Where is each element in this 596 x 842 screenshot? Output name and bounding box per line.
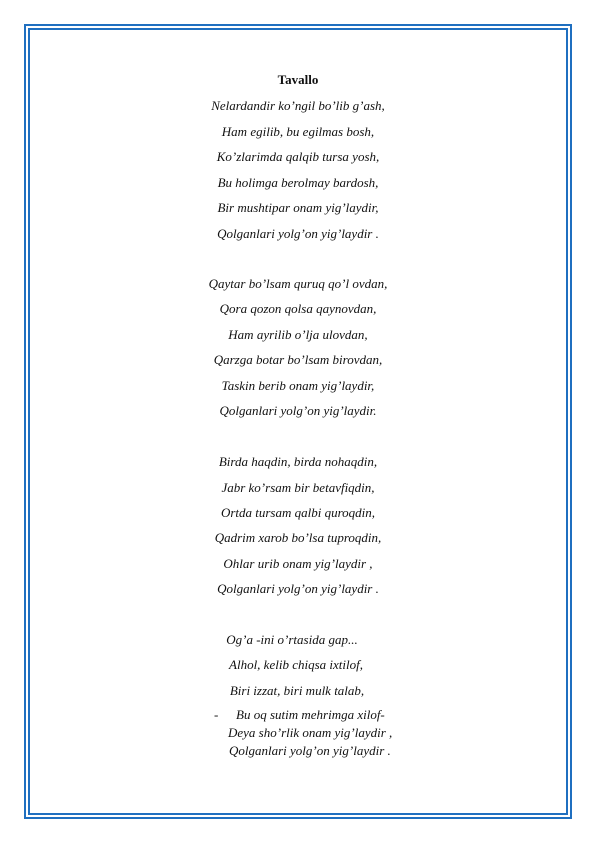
poem-line: Alhol, kelib chiqsa ixtilof, [229,657,363,672]
poem-line: Jabr ko’rsam bir betavfiqdin, [221,480,375,495]
poem-line: Nelardandir ko’ngil bo’lib g’ash, [211,98,385,113]
list-bullet-dash: - [214,707,219,722]
poem-line: Deya sho’rlik onam yig’laydir , [228,725,393,740]
poem-line: Bu oq sutim mehrimga xilof- [236,707,385,722]
poem-line: Taskin berib onam yig’laydir, [221,378,375,393]
poem-line: Biri izzat, biri mulk talab, [229,683,365,698]
poem-title: Tavallo [277,72,319,87]
poem-line: Ham egilib, bu egilmas bosh, [221,124,375,139]
poem-line: Qora qozon qolsa qaynovdan, [219,301,377,316]
poem-line: Ohlar urib onam yig’laydir , [223,556,373,571]
poem-line: Og’a -ini o’rtasida gap... [226,632,358,647]
poem-line: Ko’zlarimda qalqib tursa yosh, [216,149,380,164]
poem-line: Bir mushtipar onam yig’laydir, [217,200,379,215]
poem-line: Qadrim xarob bo’lsa tuproqdin, [214,530,382,545]
poem-line: Qolganlari yolg’on yig’laydir . [229,743,391,758]
poem-line: Ham ayrilib o’lja ulovdan, [228,327,368,342]
poem-line: Qolganlari yolg’on yig’laydir . [217,581,379,596]
poem-line: Qolganlari yolg’on yig’laydir. [219,403,377,418]
poem-line: Qolganlari yolg’on yig’laydir . [217,226,379,241]
poem-line: Qaytar bo’lsam quruq qo’l ovdan, [208,276,388,291]
poem-line: Ortda tursam qalbi quroqdin, [220,505,376,520]
poem-line: Bu holimga berolmay bardosh, [217,175,379,190]
poem-line: Birda haqdin, birda nohaqdin, [218,454,378,469]
poem-line: Qarzga botar bo’lsam birovdan, [213,352,383,367]
